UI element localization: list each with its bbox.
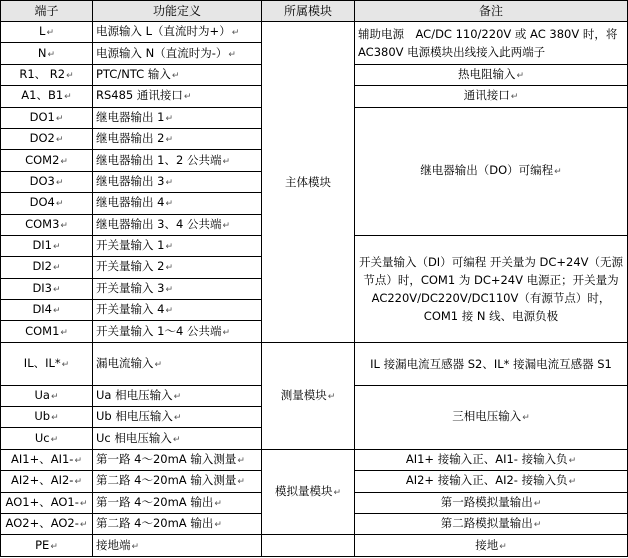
terminal-cell: Ua↵ bbox=[1, 385, 93, 406]
paragraph-mark: ↵ bbox=[50, 541, 58, 552]
paragraph-mark: ↵ bbox=[47, 49, 56, 60]
paragraph-mark: ↵ bbox=[79, 498, 88, 509]
terminal-cell: AI1+、AI1-↵ bbox=[1, 449, 93, 470]
function-cell: 电源输入 L（直流时为+）↵ bbox=[93, 22, 262, 43]
paragraph-mark: ↵ bbox=[79, 520, 88, 531]
paragraph-mark: ↵ bbox=[53, 306, 61, 317]
paragraph-mark: ↵ bbox=[214, 520, 222, 531]
header-terminal: 端子 bbox=[1, 1, 93, 22]
paragraph-mark: ↵ bbox=[237, 477, 245, 488]
terminal-cell: COM2↵ bbox=[1, 150, 93, 171]
paragraph-mark: ↵ bbox=[53, 284, 61, 295]
paragraph-mark: ↵ bbox=[55, 113, 64, 124]
paragraph-mark: ↵ bbox=[46, 28, 54, 39]
table-row bbox=[1, 535, 628, 557]
note-cell-leakage: IL 接漏电流互感器 S2、IL* 接漏电流互感器 S1 bbox=[355, 342, 628, 385]
paragraph-mark: ↵ bbox=[533, 520, 542, 531]
function-cell: 开关量输入 4↵ bbox=[93, 300, 262, 321]
paragraph-mark: ↵ bbox=[165, 306, 174, 317]
function-cell: PTC/NTC 输入↵ bbox=[93, 64, 262, 85]
terminal-cell: Uc↵ bbox=[1, 428, 93, 449]
function-cell: 电源输入 N（直流时为-）↵ bbox=[93, 43, 262, 64]
paragraph-mark: ↵ bbox=[516, 70, 525, 81]
function-cell: 开关量输入 1～4 公共端↵ bbox=[93, 321, 262, 342]
terminal-cell: DO2↵ bbox=[1, 128, 93, 149]
paragraph-mark: ↵ bbox=[499, 541, 507, 552]
function-cell: 第二路 4～20mA 输入测量↵ bbox=[93, 471, 262, 492]
terminal-cell: L↵ bbox=[1, 22, 93, 43]
terminal-cell: AI2+、AI2-↵ bbox=[1, 471, 93, 492]
note-cell-ai2: AI2+ 接输入正、AI2- 接输入负↵ bbox=[355, 471, 628, 492]
module-cell-main: 主体模块 bbox=[262, 22, 355, 343]
header-function: 功能定义 bbox=[93, 1, 262, 22]
paragraph-mark: ↵ bbox=[61, 359, 70, 370]
function-cell: 继电器输出 1、2 公共端↵ bbox=[93, 150, 262, 171]
paragraph-mark: ↵ bbox=[165, 284, 174, 295]
module-cell-measure: 测量模块↵ bbox=[262, 342, 355, 449]
paragraph-mark: ↵ bbox=[183, 92, 192, 103]
note-cell-digital-input: 开关量输入（DI）可编程 开关量为 DC+24V（无源节点）时，COM1 为 DC+24V 电源正；开关量为 AC220V/DC220V/DC110V（有源节点）时，COM1 接 N 线、电源负极 bbox=[355, 235, 628, 342]
table-row bbox=[1, 22, 628, 43]
note-cell-power: 辅助电源 AC/DC 110/220V 或 AC 380V 时，将 AC380V 电源模块出线接入此两端子 bbox=[355, 22, 628, 65]
terminal-cell: DI4↵ bbox=[1, 300, 93, 321]
table-header-row bbox=[1, 1, 628, 22]
terminal-cell: COM1↵ bbox=[1, 321, 93, 342]
note-cell-relay: 继电器输出（DO）可编程↵ bbox=[355, 107, 628, 235]
paragraph-mark: ↵ bbox=[55, 135, 64, 146]
function-cell: 继电器输出 3、4 公共端↵ bbox=[93, 214, 262, 235]
terminal-cell: N↵ bbox=[1, 43, 93, 64]
note-cell-pe: 接地↵ bbox=[355, 535, 628, 557]
paragraph-mark: ↵ bbox=[327, 391, 336, 402]
terminal-cell: AO2+、AO2-↵ bbox=[1, 514, 93, 535]
function-cell: Uc 相电压输入↵ bbox=[93, 428, 262, 449]
paragraph-mark: ↵ bbox=[173, 413, 182, 424]
paragraph-mark: ↵ bbox=[214, 498, 222, 509]
paragraph-mark: ↵ bbox=[53, 263, 61, 274]
paragraph-mark: ↵ bbox=[510, 92, 519, 103]
note-cell-ao1: 第一路模拟量输出↵ bbox=[355, 492, 628, 513]
paragraph-mark: ↵ bbox=[154, 359, 163, 370]
function-cell: 继电器输出 4↵ bbox=[93, 193, 262, 214]
terminal-cell: DI3↵ bbox=[1, 278, 93, 299]
function-cell: 继电器输出 3↵ bbox=[93, 171, 262, 192]
terminal-cell: PE↵ bbox=[1, 535, 93, 557]
function-cell: 接地端↵ bbox=[93, 535, 262, 557]
note-cell-comm: 通讯接口↵ bbox=[355, 86, 628, 107]
paragraph-mark: ↵ bbox=[333, 488, 342, 499]
paragraph-mark: ↵ bbox=[60, 156, 68, 167]
terminal-cell: DO3↵ bbox=[1, 171, 93, 192]
function-cell: 第一路 4～20mA 输出↵ bbox=[93, 492, 262, 513]
paragraph-mark: ↵ bbox=[165, 199, 174, 210]
module-cell-empty bbox=[262, 535, 355, 557]
paragraph-mark: ↵ bbox=[131, 541, 140, 552]
terminal-cell: Ub↵ bbox=[1, 407, 93, 428]
paragraph-mark: ↵ bbox=[165, 263, 174, 274]
paragraph-mark: ↵ bbox=[171, 70, 180, 81]
paragraph-mark: ↵ bbox=[50, 434, 59, 445]
note-cell-ai1: AI1+ 接输入正、AI1- 接输入负↵ bbox=[355, 449, 628, 470]
terminal-cell: DI2↵ bbox=[1, 257, 93, 278]
paragraph-mark: ↵ bbox=[231, 28, 240, 39]
paragraph-mark: ↵ bbox=[533, 498, 542, 509]
paragraph-mark: ↵ bbox=[522, 413, 530, 424]
terminal-cell: DO4↵ bbox=[1, 193, 93, 214]
function-cell: Ub 相电压输入↵ bbox=[93, 407, 262, 428]
header-module: 所属模块 bbox=[262, 1, 355, 22]
paragraph-mark: ↵ bbox=[165, 135, 174, 146]
terminal-cell: DI1↵ bbox=[1, 235, 93, 256]
function-cell: 第一路 4～20mA 输入测量↵ bbox=[93, 449, 262, 470]
function-cell: 开关量输入 1↵ bbox=[93, 235, 262, 256]
table-row bbox=[1, 342, 628, 385]
paragraph-mark: ↵ bbox=[222, 327, 230, 338]
paragraph-mark: ↵ bbox=[222, 156, 230, 167]
paragraph-mark: ↵ bbox=[237, 456, 245, 467]
function-cell: 开关量输入 2↵ bbox=[93, 257, 262, 278]
function-cell: 第二路 4～20mA 输出↵ bbox=[93, 514, 262, 535]
paragraph-mark: ↵ bbox=[50, 391, 59, 402]
paragraph-mark: ↵ bbox=[165, 113, 174, 124]
paragraph-mark: ↵ bbox=[222, 220, 230, 231]
paragraph-mark: ↵ bbox=[64, 92, 72, 103]
note-cell-thermistor: 热电阻输入↵ bbox=[355, 64, 628, 85]
terminal-cell: COM3↵ bbox=[1, 214, 93, 235]
note-cell-voltage: 三相电压输入↵ bbox=[355, 385, 628, 449]
function-cell: RS485 通讯接口↵ bbox=[93, 86, 262, 107]
paragraph-mark: ↵ bbox=[53, 242, 61, 253]
paragraph-mark: ↵ bbox=[165, 177, 174, 188]
paragraph-mark: ↵ bbox=[568, 477, 577, 488]
paragraph-mark: ↵ bbox=[55, 199, 64, 210]
terminal-cell: A1、B1↵ bbox=[1, 86, 93, 107]
terminal-cell: DO1↵ bbox=[1, 107, 93, 128]
paragraph-mark: ↵ bbox=[51, 413, 59, 424]
terminal-cell: AO1+、AO1-↵ bbox=[1, 492, 93, 513]
function-cell: 继电器输出 1↵ bbox=[93, 107, 262, 128]
paragraph-mark: ↵ bbox=[228, 49, 236, 60]
table-row bbox=[1, 449, 628, 470]
paragraph-mark: ↵ bbox=[60, 327, 68, 338]
function-cell: 开关量输入 3↵ bbox=[93, 278, 262, 299]
terminal-cell: R1、 R2↵ bbox=[1, 64, 93, 85]
paragraph-mark: ↵ bbox=[74, 456, 82, 467]
note-cell-ao2: 第二路模拟量输出↵ bbox=[355, 514, 628, 535]
paragraph-mark: ↵ bbox=[568, 456, 577, 467]
function-cell: 继电器输出 2↵ bbox=[93, 128, 262, 149]
module-cell-analog: 模拟量模块↵ bbox=[262, 449, 355, 535]
paragraph-mark: ↵ bbox=[60, 220, 68, 231]
paragraph-mark: ↵ bbox=[165, 242, 174, 253]
paragraph-mark: ↵ bbox=[66, 70, 74, 81]
terminal-cell: IL、IL*↵ bbox=[1, 342, 93, 385]
paragraph-mark: ↵ bbox=[172, 434, 181, 445]
function-cell: Ua 相电压输入↵ bbox=[93, 385, 262, 406]
paragraph-mark: ↵ bbox=[55, 177, 64, 188]
paragraph-mark: ↵ bbox=[74, 477, 82, 488]
paragraph-mark: ↵ bbox=[173, 391, 182, 402]
paragraph-mark: ↵ bbox=[554, 167, 562, 178]
header-note: 备注 bbox=[355, 1, 628, 22]
function-cell: 漏电流输入↵ bbox=[93, 342, 262, 385]
